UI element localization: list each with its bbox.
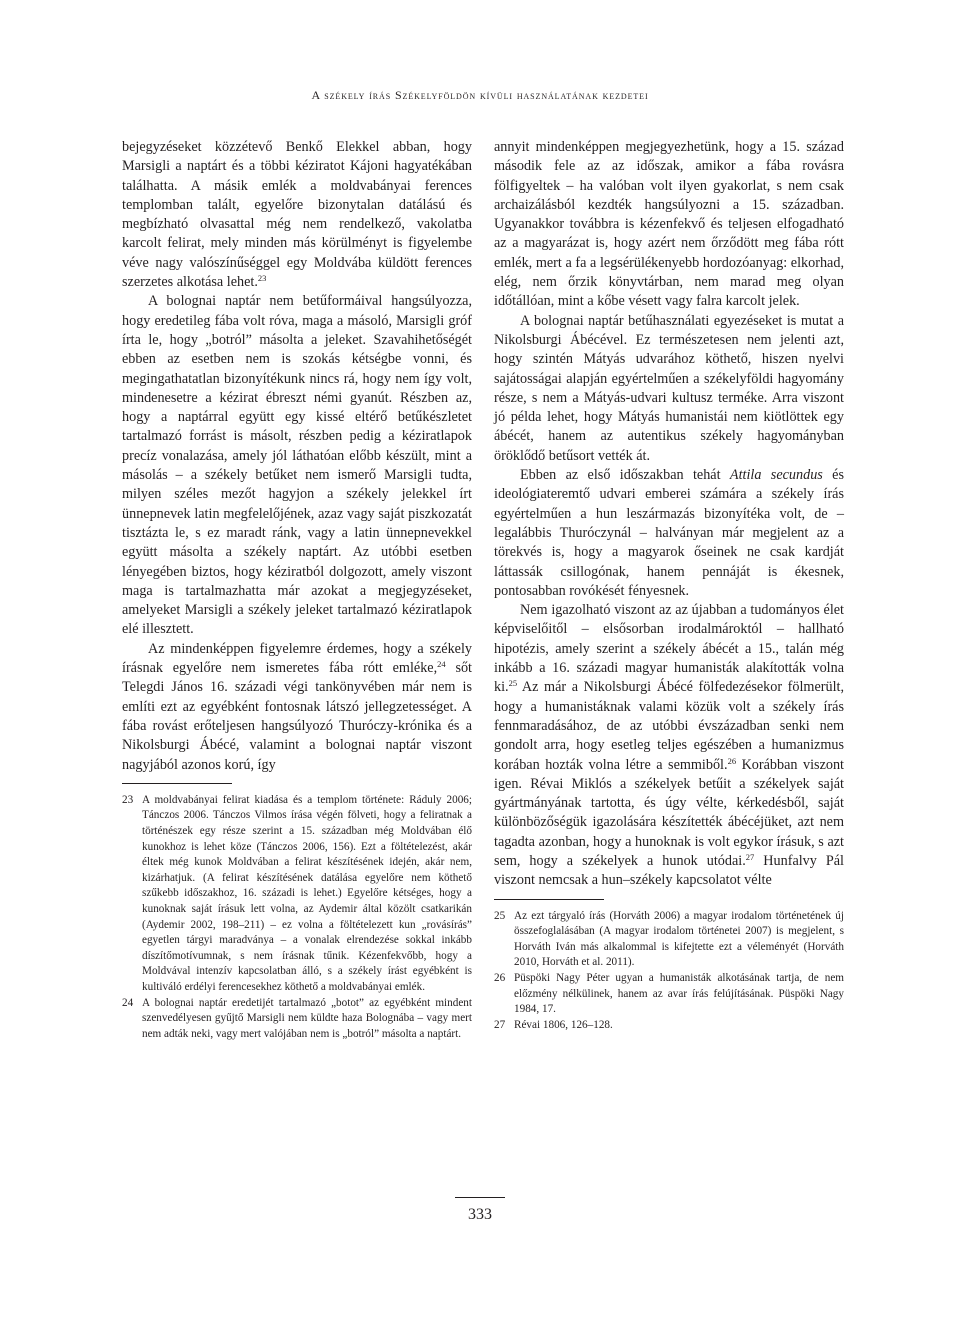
page-number-rule <box>455 1197 505 1198</box>
footnote-divider <box>122 783 232 784</box>
paragraph: A bolognai naptár nem betűformáival hangsúlyozza, hogy eredetileg fába volt róva, maga a másoló, Marsigli gróf írta le, hogy „botról” másolta a jeleket. Szavahihetőségét ebben az esetben nem is szokás kétségbe vonni, és megingathatatlan bizonyítékunk nincs rá, hogy nem így volt, mindenesetre a kézirat ébreszt némi gyanút. Részben az, hogy a naptárral együtt egy kissé eltérő betűkészletet tartalmazó forrást is másolt, részben pedig a kéziratlapok precíz vonalazása, amely jól láthatóan előbb készült, mint a másolás – a székely betűket nem ismerő Marsigli tudta, milyen széles mezőt hagyjon a székely jelekkel írt ünnepnevek latin megfelelőjének, azaz vagy saját piszkozatát tisztázta le, s ez maradt ránk, vagy a latin ünnepnevekkel együtt másolta a székely naptárt. Az utóbbi esetben lényegében biztos, hogy kéziratból dolgozott, amely viszont maga is tartalmazhatta már azokat a megjegyzéseket, amelyeket Marsigli a székely jeleket tartalmazó kéziratlapok elé illesztett. <box>122 293 472 638</box>
footnote-text: A moldvabányai felirat kiadása és a templom története: Ráduly 2006; Tánczos 2006. Tánczos Vilmos írása végén fölveti, hogy a feliratnak a történészek egy része szerint a 15. században még Moldvában élő kunokhoz is lehet köze (Tánczos 2006, 156). Ezt a föltételezést, akár éltek még kunok Moldvában a felirat készítésének idején, akár nem, kizárhatjuk. (A felirat készítésének datálása egyelőre nem köthető szűkebb időszakhoz, 16. századi is lehet.) Egyelőre kétséges, hogy a kunoknak saját írásuk lett volna, az Aydemir által közölt csatkarikán (Aydemir 2002, 198–211) – ez volna a föltételezett kun „rovásírás” egyetlen tárgyi maradványa – a vonalak elrendezése sokkal inkább díszítőmotívumnak, s nem írásnak tűnik. Kézenfekvőbb, hogy a Moldvával intenzív kapcsolatban álló, s a székely írást egyébként is kultiváló erdélyi ferencesekhez köthető a moldvabányai emlék. <box>142 793 472 993</box>
footnote <box>494 909 844 971</box>
footnote-number: 23 <box>122 793 134 806</box>
paragraph: bejegyzéseket közzétevő Benkő Elekkel abban, hogy Marsigli a naptárt és a többi kéziratot Kájoni hagyatékában találhatta. A másik emlék a moldvabányai ferences templomban talált, egyelőre bizonytalan datálású és megbízható olvasattal még nem rendelkező, vakolatba karcolt felirat, mely minden más körülményt is figyelembe véve nagy valószínűséggel egy Moldvába küldött ferences szerzetes alkotása lehet.$^{23}$ <box>122 139 472 291</box>
paragraph: annyit mindenképpen megjegyezhetünk, hogy a 15. század második fele az az időszak, amikor a fába rovásra fölfigyeltek – ha valóban volt ilyen gyakorlat, s nem csak archaizálásból kezdték hangsúlyozni a 15. században. Ugyanakkor továbbra is kézenfekvő és teljesen elfogadható az a magyarázat is, hogy azért nem őrződött meg fába rótt emlék, mert a fa a legsérülékenyebb hordozóanyag: elkorhad, elég, nem őrzik könyvtárban, nem marad meg olyan időtállóan, mint a kőbe vésett vagy falra karcolt jelek. <box>494 139 844 310</box>
left-column <box>122 138 472 1042</box>
footnote-number: 27 <box>494 1018 506 1031</box>
footnote-number: 25 <box>494 909 506 922</box>
footnote-ref[interactable]: 27 <box>745 851 755 862</box>
right-body-text <box>494 138 844 891</box>
left-footnotes <box>122 793 472 1043</box>
footnote-text: A bolognai naptár eredetijét tartalmazó „botot” az egyébként mindent szenvedélyesen gyűjtő Marsigli nem küldte haza Bolognába – vagy mert nem adták neki, vagy mert valójában nem is „botról” másolta a naptárt. <box>142 996 472 1040</box>
left-body-text <box>122 138 472 775</box>
footnote-ref[interactable]: 23 <box>257 273 267 284</box>
paragraph: Az mindenképpen figyelemre érdemes, hogy a székely írásnak egyelőre nem ismeretes fába rótt emléke,$^{24}$ sőt Telegdi János 16. századi végi tankönyvében már nem is említi ezt az egyébként fontosnak látszó jellegzetességet. A fába rovást erőteljesen hangsúlyozó Thuróczy-krónika és a Nikolsburgi Ábécé, valamint a bolognai naptár viszont nagyjából azonos korú, így <box>122 640 472 773</box>
page-number: 333 <box>468 1206 492 1223</box>
footnote-text: Révai 1806, 126–128. <box>514 1018 613 1031</box>
footnote <box>122 793 472 996</box>
italic-title: Attila secundus <box>729 467 823 484</box>
paragraph: Ebben az első időszakban tehát Attila secundus és ideológiateremtő udvari emberei számára a székely írás egyértelműen a hun leszármazás bizonyítéka volt, de – legalábbis Thuróczynál – halványan már megjelent az a törekvés is, hogy a magyarok őseinek ne csak kardját láttassák csillogónak, hanem pennáját is ékesnek, pontosabban rovókését fényesnek. <box>494 467 844 599</box>
running-header: A székely írás Székelyföldön kívüli használatának kezdetei <box>311 88 649 102</box>
footnote-divider <box>494 899 604 900</box>
footnote <box>494 971 844 1018</box>
footnote-text: Az ezt tárgyaló írás (Horváth 2006) a magyar irodalom történetének új összefoglalásában (A magyar irodalom történetei 2007) is megjelent, s Horváth Iván más alkalommal is kifejtette ezt a véleményét (Horváth 2010, Horváth et al. 2011). <box>514 909 844 969</box>
footnote-text: Püspöki Nagy Péter ugyan a humanisták alkotásának tartja, de nem előzmény nélkülinek, hanem az avar írás felújításának. Püspöki Nagy 1984, 17. <box>514 971 844 1016</box>
footnote-number: 26 <box>494 971 506 984</box>
footnote-ref[interactable]: 25 <box>508 678 518 689</box>
footnote-number: 24 <box>122 996 134 1009</box>
right-column <box>494 138 844 1033</box>
right-footnotes <box>494 909 844 1034</box>
footnote <box>122 996 472 1043</box>
paragraph: A bolognai naptár betűhasználati egyezéseket is mutat a Nikolsburgi Ábécével. Ez természetesen nem jelenti azt, hogy szintén Mátyás udvarához köthető, hiszen nyelvi sajátosságai alapján egyértelműen a székelyföldi hagyomány része, s nem a Mátyás-udvari kultusz terméke. Arra viszont jó példa lehet, hogy Mátyás humanistái nem kiötlöttek egy ábécét, hanem az autentikus székely hagyományban öröklődő betűsort vették át. <box>494 312 844 464</box>
paragraph: Nem igazolható viszont az az újabban a tudományos élet képviselőitől – elsősorban irodalmároktól – hallható hipotézis, amely szerint a székely ábécét a 15., talán még inkább a 16. századi magyar humanisták alakították volna ki.$^{25}$ Az már a Nikolsburgi Ábécé fölfedezésekor fölmerült, hogy a humanistáknak valami közük volt a székely írás fennmaradásához, de az utóbbi évszázadban senki nem gondolt arra, hogy esetleg teljes egészében a humanizmus korában hozták volna létre a semmiből.$^{26}$ Korábban viszont igen. Révai Miklós a székelyek betűit a székelyek saját gyártmányának tartotta, és úgy vélte, kérkedésből, saját különbözőségük igazolására készítették ábécéjüket, azt nem tagadta azonban, hogy a hunoknak is volt egykor írásuk, s azt sem, hogy a székelyek a hunok utódai.$^{27}$ Hunfalvy Pál viszont nemcsak a hun–székely kapcsolatot vélte <box>494 602 844 889</box>
footnote-ref[interactable]: 26 <box>727 755 737 766</box>
footnote <box>494 1018 844 1034</box>
footnote-ref[interactable]: 24 <box>437 659 446 670</box>
